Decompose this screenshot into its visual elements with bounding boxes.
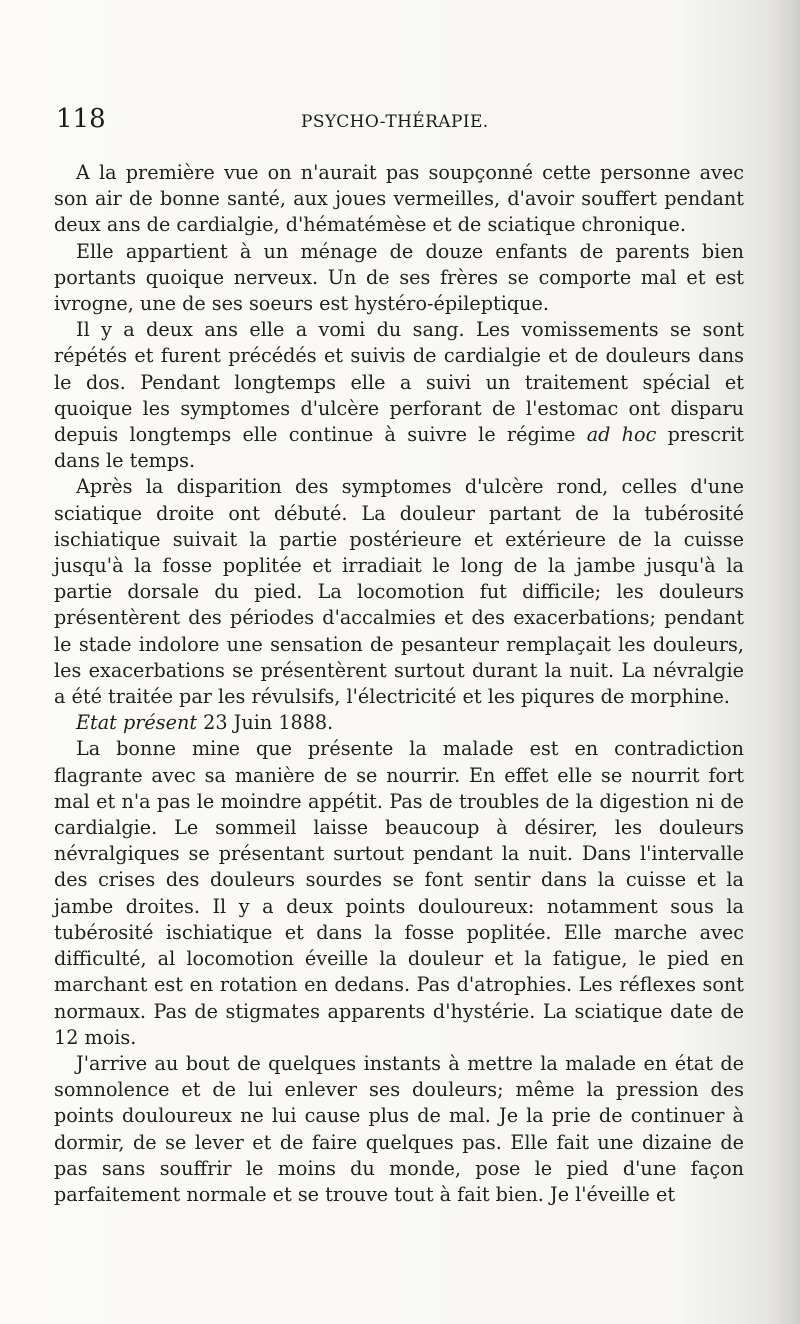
body-text	[54, 160, 744, 1208]
paragraph-present-state: La bonne mine que présente la malade est en contradiction flagrante avec sa manière de se nourrir. En effet elle se nourrit fort mal et n'a pas le moindre appétit. Pas de troubles de la digestion ni de cardialgie. Le sommeil laisse beaucoup à désirer, les douleurs névralgiques se présentant surtout pendant la nuit. Dans l'intervalle des crises des douleurs sourdes se font sentir dans la cuisse et la jambe droites. Il y a deux points douloureux: notamment sous la tubérosité ischiatique et dans la fosse poplitée. Elle marche avec difficulté, al locomotion éveille la douleur et la fatigue, le pied en marchant est en rotation en dedans. Pas d'atrophies. Les réflexes sont normaux. Pas de stigmates apparents d'hystérie. La sciatique date de 12 mois.	[54, 737, 744, 1049]
paragraph-vomiting-history	[54, 317, 744, 474]
italic-ad-hoc: ad hoc	[586, 423, 657, 447]
paragraph-treatment: J'arrive au bout de quelques instants à mettre la malade en état de somnolence et de lui enlever ses douleurs; même la pression des points douloureux ne lui cause plus de mal. Je la prie de continuer à dormir, de se lever et de faire quelques pas. Elle fait une dizaine de pas sans souffrir le moins du monde, pose le pied d'une façon parfaitement normale et se trouve tout à fait bien. Je l'éveille et	[54, 1051, 744, 1206]
paragraph-vomiting-end: prescrit dans le temps.	[54, 423, 745, 473]
running-title: PSYCHO-THÉRAPIE.	[301, 112, 489, 132]
paragraph-vomiting-text: Il y a deux ans elle a vomi du sang. Les vomissements se sont répétés et furent précédés et suivis de cardialgie et de douleurs dans le dos. Pendant longtemps elle a suivi un traitement spécial et quoique les symptomes d'ulcère perforant de l'estomac ont disparu depuis longtemps elle continue à suivre le régime	[54, 318, 744, 447]
paragraph-sciatica-history: Après la disparition des symptomes d'ulcère rond, celles d'une sciatique droite ont débuté. La douleur partant de la tubérosité ischiatique suivait la partie postérieure et extérieure de la cuisse jusqu'à la fosse poplitée et irradiait le long de la jambe jusqu'à la partie dorsale du pied. La locomotion fut difficile; les douleurs présentèrent des périodes d'accalmies et des exacerbations; pendant le stade indolore une sensation de pesanteur remplaçait les douleurs, les exacerbations se présentèrent surtout durant la nuit. La névralgie a été traitée par les révulsifs, l'électricité et les piqures de morphine.	[54, 475, 744, 709]
paragraph-first-impression: A la première vue on n'aurait pas soupçonné cette personne avec son air de bonne santé, aux joues vermeilles, d'avoir souffert pendant deux ans de cardialgie, d'hématémèse et de sciatique chronique.	[54, 161, 744, 237]
present-state-date: 23 Juin 1888.	[203, 711, 334, 735]
present-state-label: Etat présent	[76, 711, 198, 735]
page-number: 118	[56, 104, 106, 134]
paragraph-family-history: Elle appartient à un ménage de douze enfants de parents bien portants quoique nerveux. Un de ses frères se comporte mal et est ivrogne, une de ses soeurs est hystéro-épileptique.	[54, 239, 744, 316]
page-header	[56, 104, 746, 138]
present-state-line	[54, 710, 744, 736]
